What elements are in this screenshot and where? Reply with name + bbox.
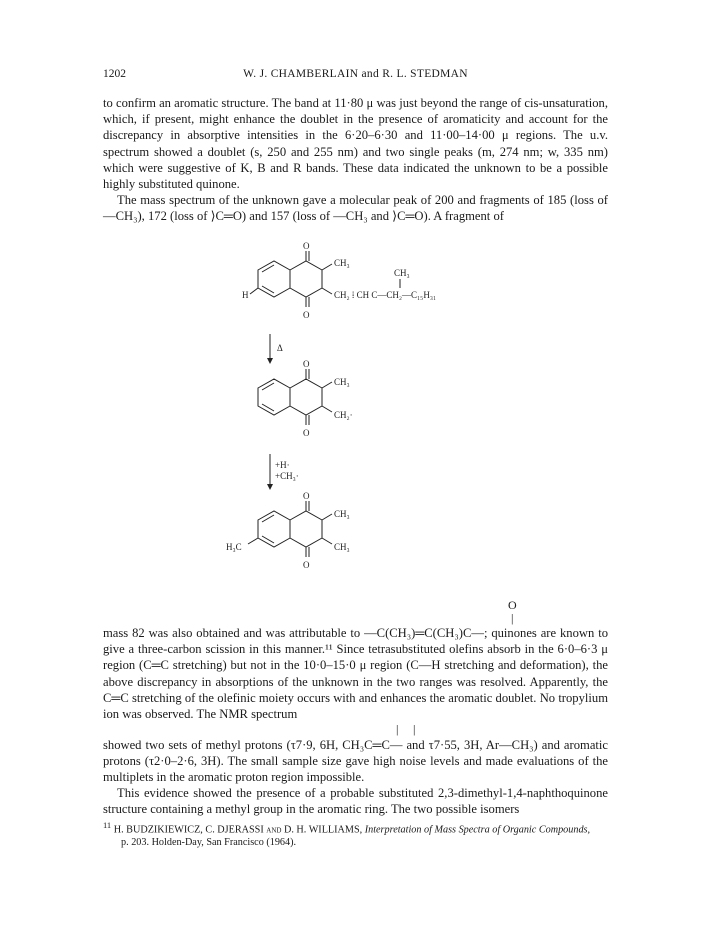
paragraph-2: The mass spectrum of the unknown gave a molecular peak of 200 and fragments of 185 (loss of —CH₃), 172 (loss of ⟩C═O) and 157 (loss of —CH₃ and ⟩C═O). A fragment of bbox=[103, 193, 608, 224]
overmark-bar: | bbox=[511, 611, 514, 625]
s1-ch3: CH₃ bbox=[334, 258, 350, 268]
s3-o-bottom: O bbox=[303, 560, 310, 570]
overmark-o: O bbox=[508, 598, 517, 612]
s3-o-top: O bbox=[303, 491, 310, 501]
arrowhead-2 bbox=[267, 484, 273, 490]
s1-o-top: O bbox=[303, 241, 310, 251]
paragraph-5: This evidence showed the presence of a probable substituted 2,3-dimethyl-1,4-naphthoquinone structure containing a methyl group in the aromatic ring. The two possible isomers bbox=[103, 786, 608, 817]
structure-1 bbox=[250, 251, 332, 307]
s1-o-bottom: O bbox=[303, 310, 310, 320]
arrow-2-label-1: +H· bbox=[275, 460, 290, 470]
arrow-2-label-2: +CH₃· bbox=[275, 471, 299, 481]
s3-ch3-top: CH₃ bbox=[334, 509, 350, 519]
footnote bbox=[103, 819, 608, 849]
arrow-1-label: Δ bbox=[277, 343, 283, 353]
s2-o-top: O bbox=[303, 359, 310, 369]
paragraph-1: to confirm an aromatic structure. The band at 11·80 μ was just beyond the range of cis-unsaturation, which, if present, might enhance the doublet in the presence of aromaticity and account for the discrepancy in absorptive intensities in the 6·20–6·30 and 11·00–14·00 μ regions. The u.v. spectrum showed a doublet (s, 250 and 255 nm) and two single peaks (m, 274 nm; w, 335 nm) which were suggestive of K, B and R bands. These data indicated the unknown to be a possible highly substituted quinone. bbox=[103, 96, 608, 192]
s1-chain-ch3: CH₃ bbox=[394, 268, 410, 278]
s2-ch3: CH₃ bbox=[334, 377, 350, 387]
page-header bbox=[103, 68, 608, 84]
s2-o-bottom: O bbox=[303, 428, 310, 438]
overmark-bar-1: | bbox=[396, 722, 399, 736]
footnote-title: Interpretation of Mass Spectra of Organic Compounds, bbox=[364, 824, 591, 836]
reaction-scheme bbox=[226, 241, 510, 589]
overmark-bar-2: | bbox=[413, 722, 416, 736]
paragraph-3: mass 82 was also obtained and was attributable to —C(CH₃)═C(CH₃)C—; quinones are known to give a three-carbon scission in this manner.¹¹ Since tetrasubstituted olefins absorb in the 6·0–6·3 μ region (C═C stretching) but not in the 10·0–15·0 μ region (C—H stretching and deformation), the above discrepancy in absorptions of the unknown in the two ranges was resolved. Apparently, the C═C stretching of the olefinic moiety occurs with and enhances the aromatic doublet. No tropylium ion was observed. The NMR spectrum bbox=[103, 626, 608, 722]
paragraph-4: showed two sets of methyl protons (τ7·9, 6H, CH₃C═C— and τ7·55, 3H, Ar—CH₃) and aromatic protons (τ2·0–2·6, 3H). The small sample size gave high noise levels and made evaluations of the multiplets in the aromatic proton region impossible. bbox=[103, 738, 608, 785]
s1-chain: CH₂ ⁞ CH C—CH₂—C₁₅H₃₁ bbox=[334, 290, 437, 300]
structure-3 bbox=[248, 501, 332, 557]
page-number: 1202 bbox=[103, 68, 126, 80]
footnote-rest: p. 203. Holden-Day, San Francisco (1964). bbox=[121, 837, 297, 849]
structure-2 bbox=[258, 369, 332, 425]
s3-h3c: H₃C bbox=[226, 542, 242, 552]
arrowhead-1 bbox=[267, 358, 273, 364]
footnote-authors: H. BUDZIKIEWICZ, C. DJERASSI and D. H. WILLIAMS, bbox=[113, 824, 363, 836]
s2-ch2: CH₂· bbox=[334, 410, 353, 420]
s1-h: H bbox=[242, 290, 249, 300]
running-head: W. J. CHAMBERLAIN and R. L. STEDMAN bbox=[243, 68, 468, 80]
footnote-number: 11 bbox=[103, 820, 112, 830]
s3-ch3-bottom: CH₃ bbox=[334, 542, 350, 552]
